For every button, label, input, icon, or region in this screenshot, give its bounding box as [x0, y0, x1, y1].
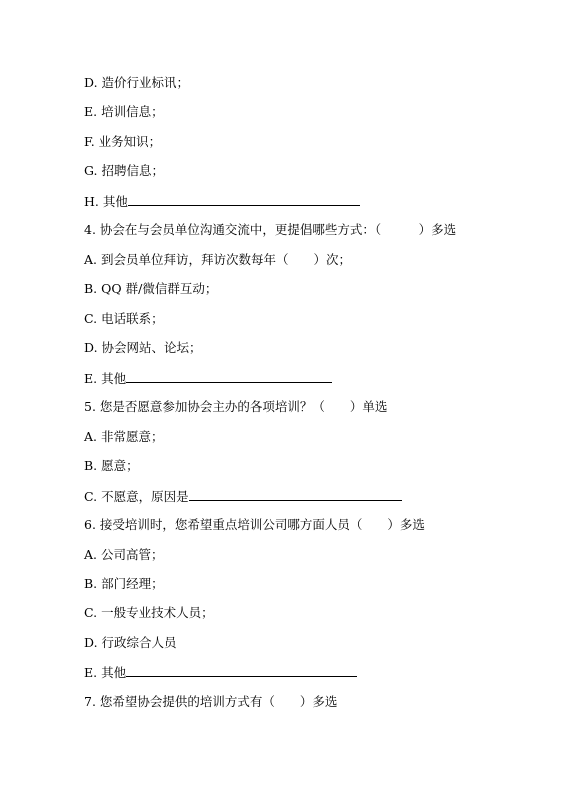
option-text: D. 行政综合人员 — [84, 635, 177, 650]
option-text: H. 其他 — [84, 194, 128, 209]
option-c-technical-staff — [84, 605, 214, 621]
option-text: E. 其他 — [84, 371, 127, 386]
option-text: C. 一般专业技术人员； — [84, 605, 214, 620]
question-4 — [84, 222, 456, 238]
blank-fill-line[interactable] — [126, 664, 357, 677]
option-f-business-knowledge — [84, 134, 161, 150]
option-text: D. 造价行业标讯； — [84, 75, 190, 90]
question-text: 7. 您希望协会提供的培训方式有（ ）多选 — [84, 694, 338, 709]
option-text: E. 培训信息； — [84, 104, 164, 119]
option-a-visit — [84, 252, 351, 268]
option-text: D. 协会网站、论坛； — [84, 340, 202, 355]
option-text: B. 愿意； — [84, 458, 139, 473]
option-d-industry-bids — [84, 75, 189, 91]
option-e-other — [84, 370, 332, 387]
question-5 — [84, 399, 387, 415]
option-d-admin-staff — [84, 635, 177, 651]
question-text: 5. 您是否愿意参加协会主办的各项培训？（ ）单选 — [84, 399, 388, 414]
option-b-department-managers — [84, 576, 164, 592]
option-text: A. 到会员单位拜访，拜访次数每年（ ）次； — [84, 252, 351, 267]
blank-fill-line[interactable] — [128, 193, 360, 206]
option-text: C. 不愿意，原因是 — [84, 489, 189, 504]
option-h-other — [84, 193, 360, 210]
option-text: A. 非常愿意； — [84, 429, 164, 444]
option-c-phone — [84, 311, 164, 327]
option-text: E. 其他 — [84, 665, 127, 680]
option-text: B. 部门经理； — [84, 576, 164, 591]
option-text: G. 招聘信息； — [84, 163, 164, 178]
option-a-executives — [84, 547, 163, 563]
question-6 — [84, 517, 425, 533]
option-text: F. 业务知识； — [84, 134, 162, 149]
question-text: 6. 接受培训时，您希望重点培训公司哪方面人员（ ）多选 — [84, 517, 425, 532]
option-text: C. 电话联系； — [84, 311, 164, 326]
option-b-qq-wechat — [84, 281, 217, 297]
option-b-willing — [84, 458, 139, 474]
option-e-training-info — [84, 104, 164, 120]
option-d-website-forum — [84, 340, 202, 356]
option-text: A. 公司高管； — [84, 547, 164, 562]
option-a-very-willing — [84, 429, 163, 445]
question-text: 4. 协会在与会员单位沟通交流中，更提倡哪些方式：（ ）多选 — [84, 222, 457, 237]
blank-fill-line[interactable] — [189, 488, 402, 501]
option-c-unwilling — [84, 488, 402, 505]
question-7 — [84, 694, 337, 710]
option-g-recruitment-info — [84, 163, 164, 179]
blank-fill-line[interactable] — [126, 370, 332, 383]
option-text: B. QQ 群/微信群互动； — [84, 281, 218, 296]
option-e-other — [84, 664, 357, 681]
